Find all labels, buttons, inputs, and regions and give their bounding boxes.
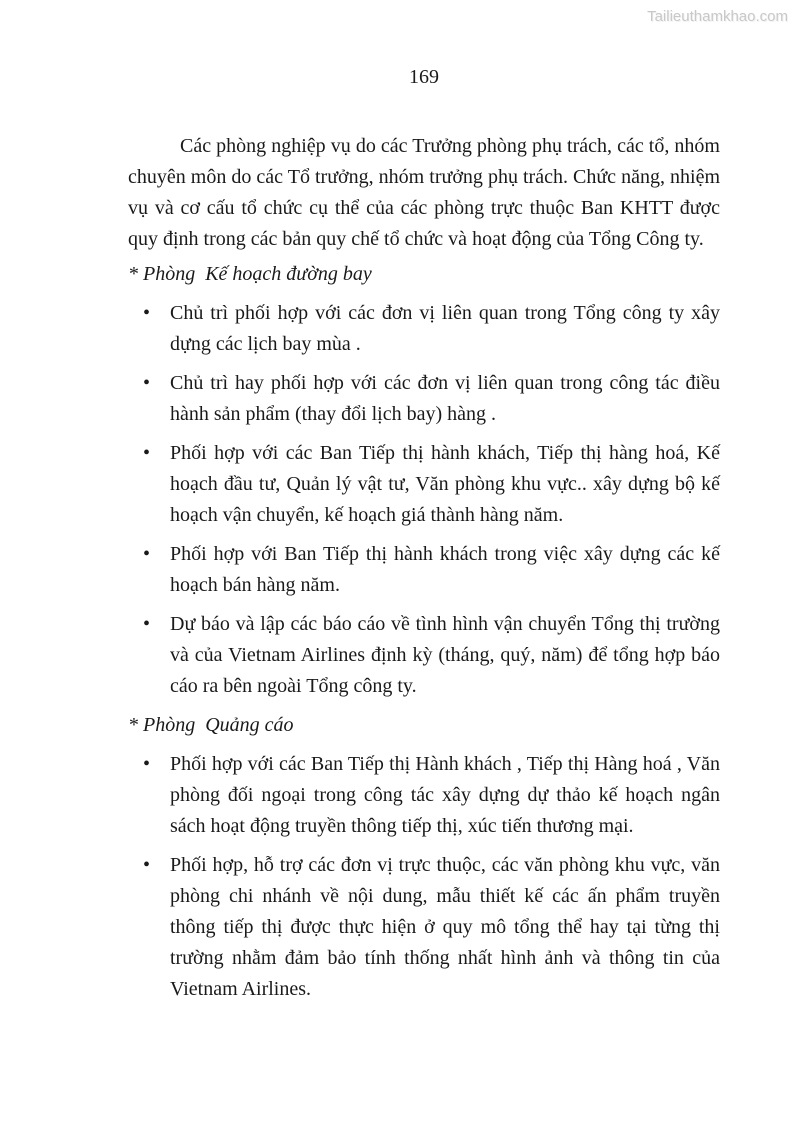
bullet-icon: •: [143, 753, 151, 775]
section-heading-advertising: * Phòng Quảng cáo: [128, 714, 294, 736]
list-item: [128, 539, 720, 601]
list-item-text: Chủ trì phối hợp với các đơn vị liên quan trong Tổng công ty xây dựng các lịch bay mùa .: [170, 302, 720, 355]
bullet-icon: •: [143, 442, 151, 464]
bullet-icon: •: [143, 613, 151, 635]
intro-paragraph: Các phòng nghiệp vụ do các Trưởng phòng phụ trách, các tổ, nhóm chuyên môn do các Tổ trưởng, nhóm trưởng phụ trách. Chức năng, nhiệm vụ và cơ cấu tổ chức cụ thể của các phòng trực thuộc Ban KHTT được quy định trong các bản quy chế tổ chức và hoạt động của Tổng Công ty.: [128, 135, 720, 250]
list-item: [128, 749, 720, 842]
list-item-text: Dự báo và lập các báo cáo về tình hình vận chuyển Tổng thị trường và của Vietnam Airlines định kỳ (tháng, quý, năm) để tổng hợp báo cáo ra bên ngoài Tổng công ty.: [170, 613, 720, 697]
list-item: [128, 368, 720, 430]
list-item-text: Phối hợp với Ban Tiếp thị hành khách trong việc xây dựng các kế hoạch bán hàng năm.: [170, 543, 720, 596]
list-item-text: Phối hợp, hỗ trợ các đơn vị trực thuộc, các văn phòng khu vực, văn phòng chi nhánh về nội dung, mẫu thiết kế các ấn phẩm truyền thông tiếp thị được thực hiện ở quy mô tổng thể hay tại từng thị trường nhằm đảm bảo tính thống nhất hình ảnh và thông tin của Vietnam Airlines.: [170, 854, 720, 1000]
list-item-text: Phối hợp với các Ban Tiếp thị Hành khách , Tiếp thị Hàng hoá , Văn phòng đối ngoại trong công tác xây dựng dự thảo kế hoạch ngân sách hoạt động truyền thông tiếp thị, xúc tiến thương mại.: [170, 753, 720, 837]
list-item-text: Phối hợp với các Ban Tiếp thị hành khách, Tiếp thị hàng hoá, Kế hoạch đầu tư, Quản lý vật tư, Văn phòng khu vực.. xây dựng bộ kế hoạch vận chuyển, kế hoạch giá thành hàng năm.: [170, 442, 720, 526]
bullet-icon: •: [143, 302, 151, 324]
page-content: [128, 0, 720, 1005]
bullet-list-flight-planning: [128, 298, 720, 702]
section-heading-flight-planning: * Phòng Kế hoạch đường bay: [128, 263, 372, 285]
list-item: [128, 850, 720, 1005]
bullet-icon: •: [143, 543, 151, 565]
list-item: [128, 298, 720, 360]
bullet-list-advertising: [128, 749, 720, 1005]
list-item-text: Chủ trì hay phối hợp với các đơn vị liên quan trong công tác điều hành sản phẩm (thay đổi lịch bay) hàng .: [170, 372, 720, 425]
list-item: [128, 609, 720, 702]
watermark: Tailieuthamkhao.com: [647, 8, 788, 25]
bullet-icon: •: [143, 854, 151, 876]
list-item: [128, 438, 720, 531]
page-number: 169: [409, 66, 439, 88]
bullet-icon: •: [143, 372, 151, 394]
